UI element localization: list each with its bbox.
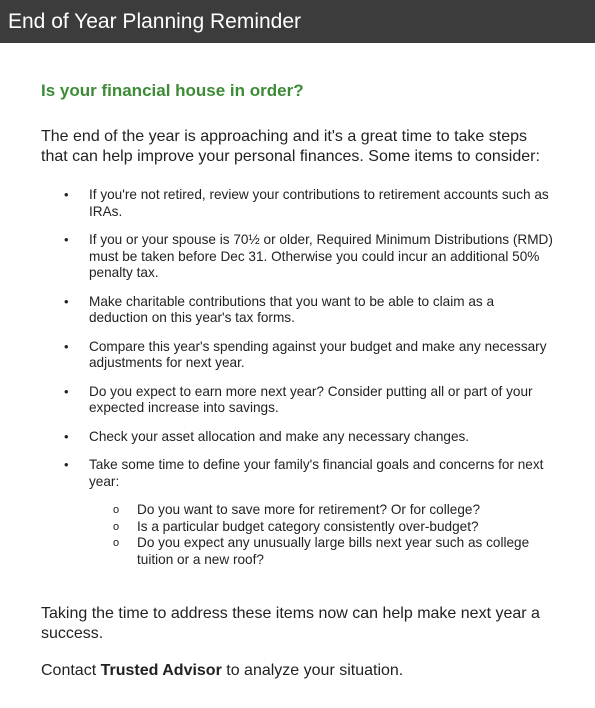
list-item-text: Make charitable contributions that you want to be able to claim as a deduction on this year's tax forms. — [89, 293, 495, 325]
sub-list-item — [89, 519, 554, 536]
contact-suffix: to analyze your situation. — [221, 662, 404, 679]
list-item — [41, 339, 554, 372]
bullet-icon: • — [64, 232, 69, 247]
sub-list-item — [89, 535, 554, 568]
section-heading: Is your financial house in order? — [41, 81, 304, 100]
list-item — [41, 294, 554, 327]
bullet-icon: • — [64, 457, 69, 472]
list-item-text: Check your asset allocation and make any necessary changes. — [89, 428, 470, 444]
bullet-icon: • — [64, 428, 69, 444]
list-item-text: Compare this year's spending against your budget and make any necessary adjustments for next year. — [89, 338, 547, 370]
contact-prefix: Contact — [41, 662, 101, 679]
list-item — [41, 187, 554, 220]
sub-list — [89, 502, 554, 568]
bullet-icon: • — [64, 383, 69, 399]
sub-list-item-text: Do you expect any unusually large bills next year such as college tuition or a new roof? — [137, 535, 530, 567]
list-item — [41, 384, 554, 417]
content — [0, 80, 595, 681]
list-item-text: If you or your spouse is 70½ or older, Required Minimum Distributions (RMD) must be taken before Dec 31. Otherwise you could incur an additional 50% penalty tax. — [89, 232, 553, 280]
contact-paragraph — [41, 661, 554, 681]
circle-bullet-icon: o — [113, 520, 120, 533]
sub-list-item-text: Do you want to save more for retirement? Or for college? — [137, 502, 481, 517]
sub-list-item — [89, 502, 554, 519]
list-item — [41, 429, 554, 446]
list-item — [41, 232, 554, 282]
closing-paragraph: Taking the time to address these items now can help make next year a success. — [41, 605, 540, 642]
page-title: End of Year Planning Reminder — [8, 10, 302, 33]
intro-paragraph: The end of the year is approaching and it's a great time to take steps that can help improve your personal finances. Some items to consider: — [41, 128, 540, 165]
list-item-text: Take some time to define your family's financial goals and concerns for next year: — [89, 457, 544, 489]
circle-bullet-icon: o — [113, 504, 120, 516]
advisor-name: Trusted Advisor — [100, 662, 222, 679]
considerations-list — [41, 187, 554, 568]
sub-list-item-text: Is a particular budget category consistently over-budget? — [137, 518, 479, 534]
list-item-text: Do you expect to earn more next year? Consider putting all or part of your expected increase into savings. — [89, 383, 533, 415]
list-item-text: If you're not retired, review your contributions to retirement accounts such as IRAs. — [89, 187, 549, 219]
circle-bullet-icon: o — [113, 537, 120, 549]
list-item — [41, 457, 554, 568]
bullet-icon: • — [64, 187, 69, 202]
bullet-icon: • — [64, 338, 69, 354]
title-bar — [0, 0, 595, 43]
bullet-icon: • — [64, 293, 69, 309]
